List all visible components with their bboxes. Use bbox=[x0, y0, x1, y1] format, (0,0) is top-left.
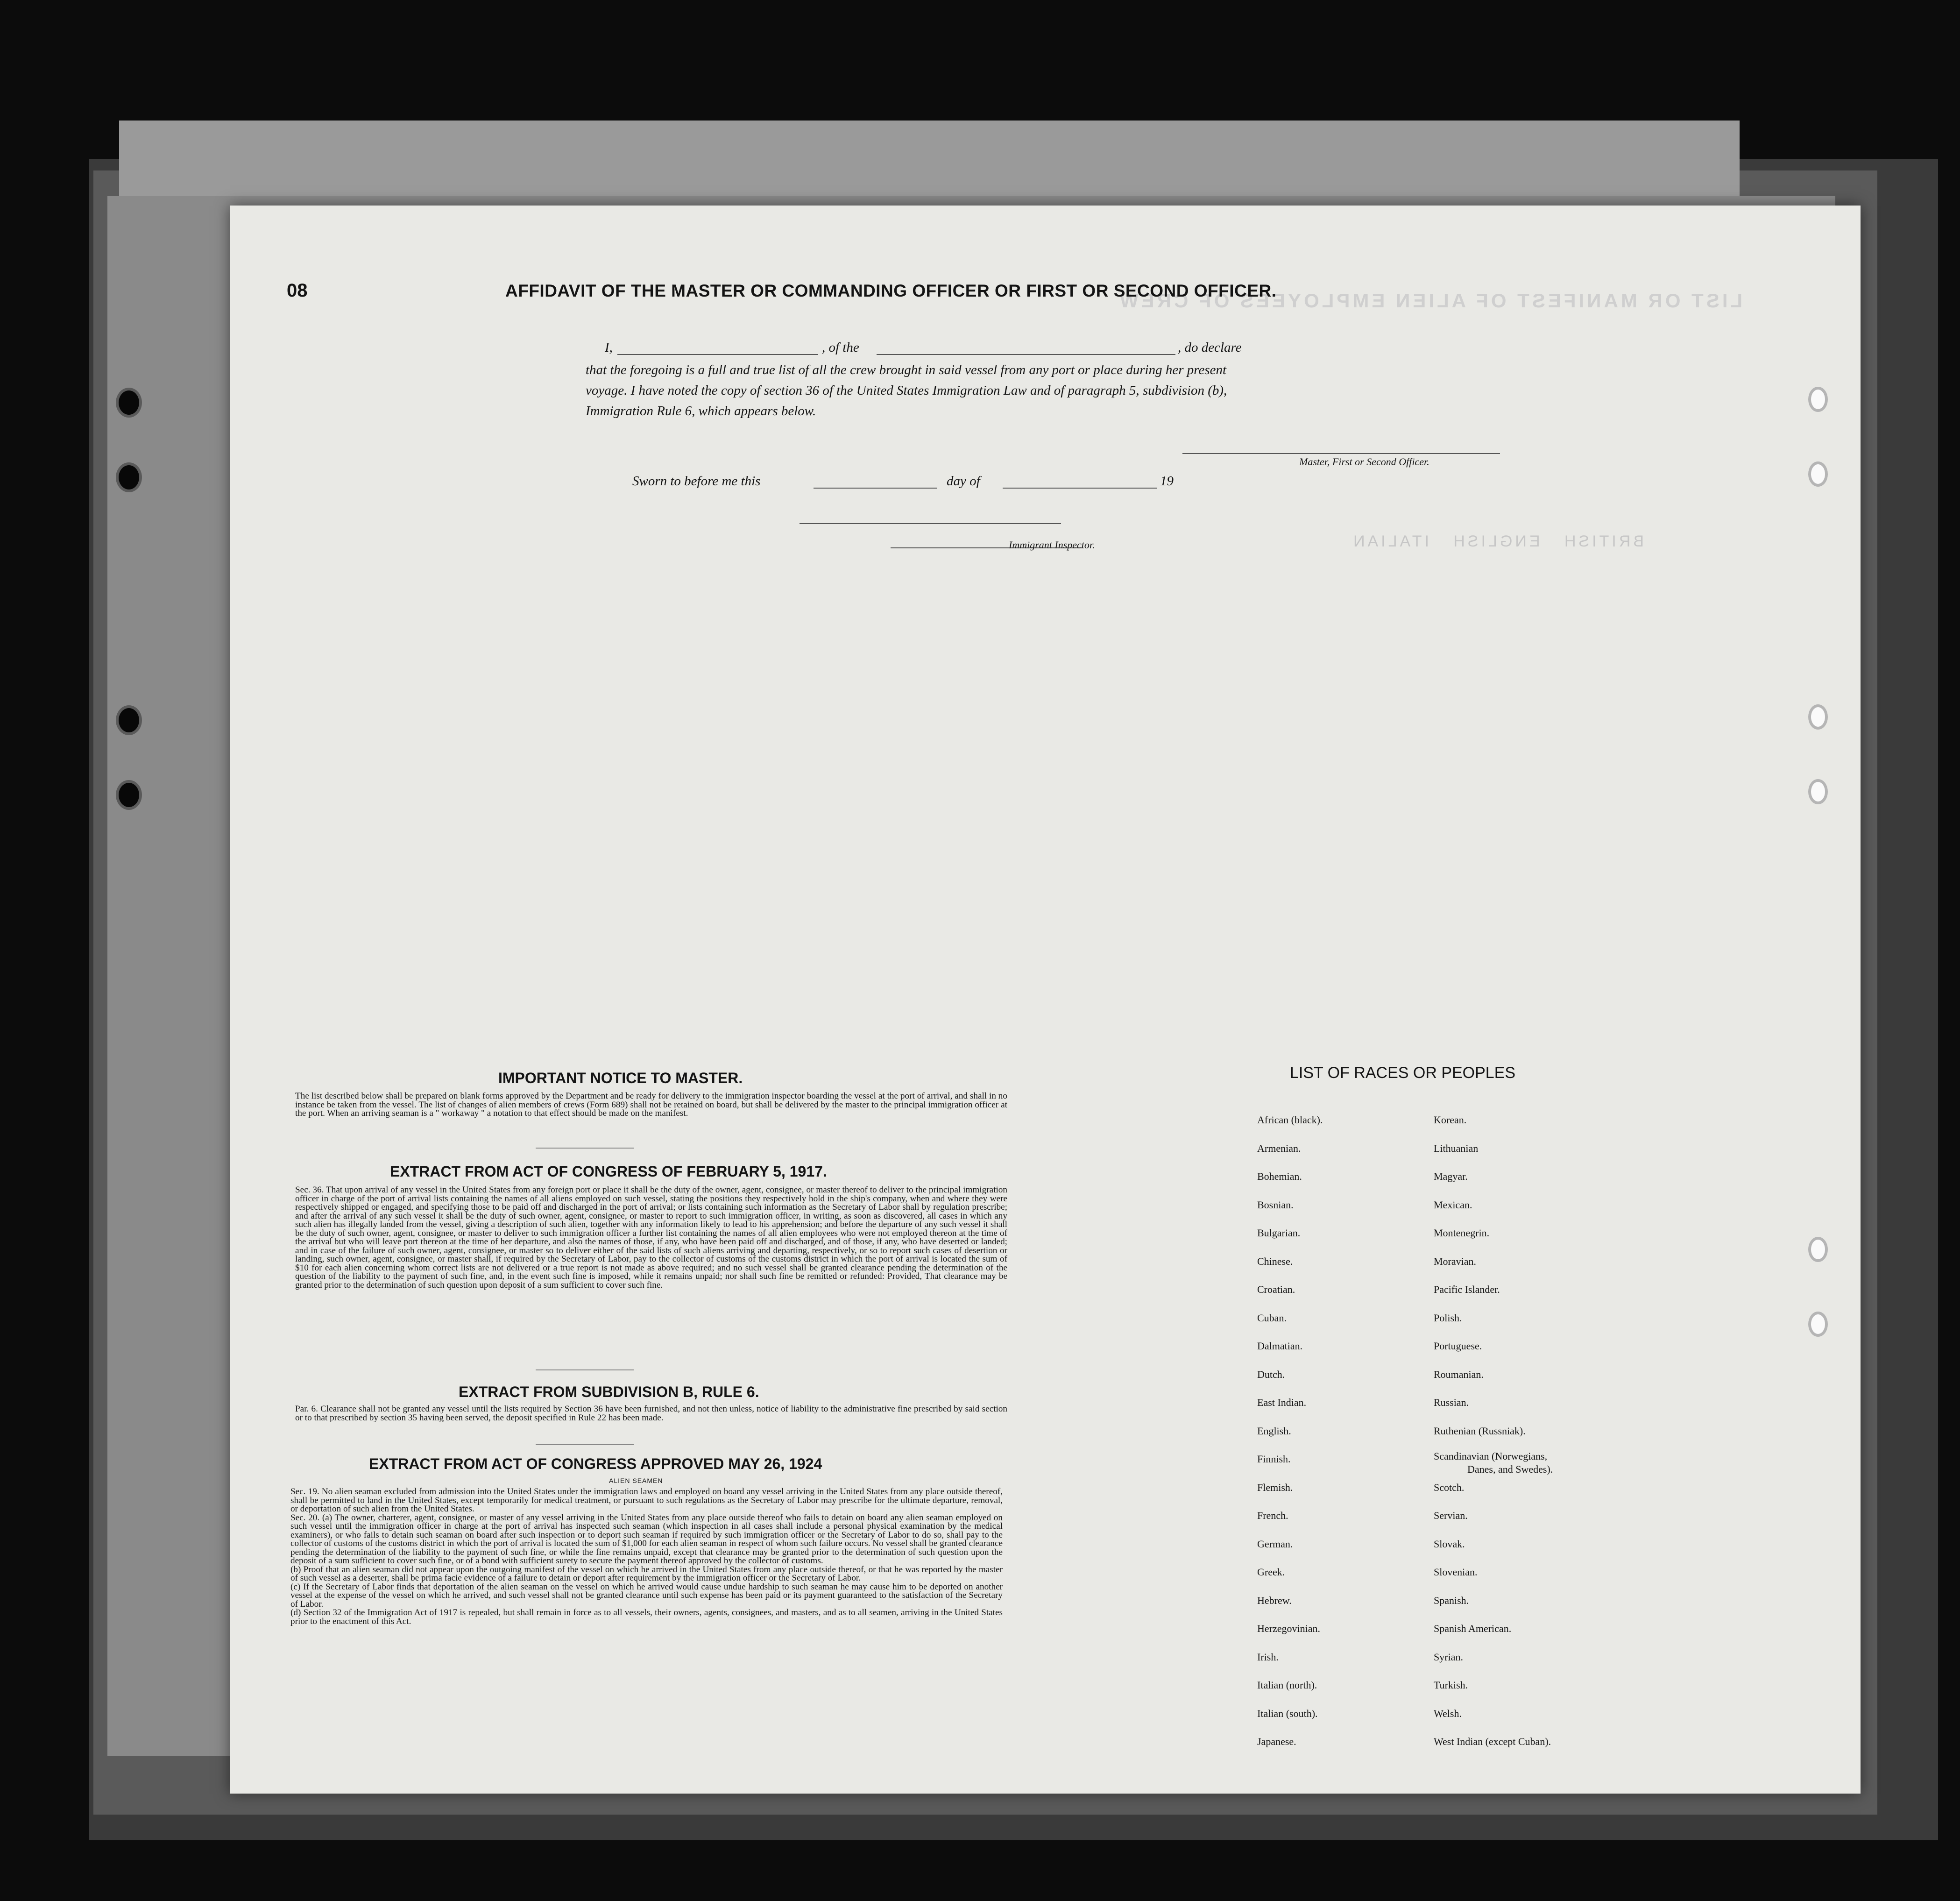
punch-hole bbox=[116, 388, 142, 418]
race-item: West Indian (except Cuban). bbox=[1434, 1736, 1551, 1747]
race-item: Spanish. bbox=[1434, 1594, 1469, 1606]
race-item: Slovenian. bbox=[1434, 1566, 1478, 1578]
affidavit-line-4: Immigration Rule 6, which appears below. bbox=[586, 404, 816, 419]
race-item: African (black). bbox=[1257, 1114, 1323, 1126]
declare-of-the: , of the bbox=[822, 340, 859, 355]
race-item: Portuguese. bbox=[1434, 1340, 1482, 1352]
extract-1917-body: Sec. 36. That upon arrival of any vessel in the United States from any foreign port or place it shall be the duty of the owner, agent, consignee, or master thereof to deliver to the principal immigration officer in charge of the port of arrival lists containing the names of all aliens employed on such vessel, stating the positions they respectively hold in the ship's company, when and where they were respectively shipped or engaged, and specifying those to be paid off and discharged in the port of arrival; or lists containing such information as the Secretary of Labor shall by regulation prescribe; and after the arrival of any such vessel it shall be the duty of such owner, agent, consignee, or master to report to such immigration officer, in writing, as soon as discovered, all cases in which any such alien has illegally landed from the vessel, giving a description of such alien, together with any information likely to lead to his apprehension; and before the departure of any such vessel it shall be the duty of such owner, agent, consignee, or master to deliver to such immigration officer a further list containing the names of all alien employees who were not employed thereon at the time of the arrival but who will leave port thereon at the time of her departure, and also the names of those, if any, who have been paid off and discharged, and of those, if any, who have deserted or landed; and in case of the failure of such owner, agent, consignee, or master so to deliver either of the said lists of such aliens arriving and departing, respectively, or so to report such cases of desertion or landing, such owner, agent, consignee, or master shall, if required by the Secretary of Labor, pay to the collector of customs of the customs district in which the port of arrival is located the sum of $10 for each alien concerning whom correct lists are not delivered or a true report is not made as above required; and no such vessel shall be granted clearance pending the determination of the question of the liability to the payment of such fine, and, in the event such fine is imposed, while it remains unpaid; nor shall such fine be remitted or refunded: Provided, That clearance may be granted prior to the determination of such question upon deposit of a sum sufficient to cover such fine. bbox=[295, 1185, 1007, 1290]
race-item: Welsh. bbox=[1434, 1707, 1462, 1719]
race-item-continuation: Danes, and Swedes). bbox=[1467, 1463, 1553, 1475]
signature-line bbox=[1182, 453, 1500, 454]
sec20c-paragraph: (c) If the Secretary of Labor finds that deportation of the alien seaman on the vessel on which he arrived would cause undue hardship to such seaman he may cause him to be deported on another vessel at the expense of the vessel on which he arrived, and such vessel shall not be granted clearance until such expense has been paid or its payment guaranteed to the satisfaction of the Secretary of Labor. bbox=[290, 1582, 1003, 1609]
extract-1924-subtitle: ALIEN SEAMEN bbox=[609, 1477, 663, 1484]
race-item: Turkish. bbox=[1434, 1679, 1468, 1691]
section-divider bbox=[536, 1369, 634, 1370]
notice-title: IMPORTANT NOTICE TO MASTER. bbox=[498, 1070, 743, 1086]
punch-hole-ring bbox=[1808, 1237, 1828, 1262]
declare-suffix: , do declare bbox=[1178, 340, 1242, 355]
race-item: Herzegovinian. bbox=[1257, 1623, 1320, 1634]
page-number: 08 bbox=[287, 280, 308, 301]
race-item: Italian (south). bbox=[1257, 1707, 1318, 1719]
notice-body: The list described below shall be prepared on blank forms approved by the Department and be ready for delivery to the immigration inspector boarding the vessel at the port of arrival, and shall in no instance be taken from the vessel. The list of changes of alien members of crews (Form 689) shall not be retained on board, but shall be delivered by the master to the principal immigration officer at the port. When an arriving seaman is a " workaway " a notation to that effect should be made on the manifest. bbox=[295, 1091, 1007, 1118]
race-item: Bohemian. bbox=[1257, 1170, 1302, 1182]
race-item: Dalmatian. bbox=[1257, 1340, 1303, 1352]
race-item: Montenegrin. bbox=[1434, 1227, 1490, 1239]
race-item: Bulgarian. bbox=[1257, 1227, 1301, 1239]
inspector-label: Immigrant Inspector. bbox=[1009, 539, 1095, 551]
race-item: German. bbox=[1257, 1538, 1293, 1550]
race-item: Japanese. bbox=[1257, 1736, 1296, 1747]
punch-hole bbox=[116, 462, 142, 492]
race-item: Magyar. bbox=[1434, 1170, 1468, 1182]
punch-hole-ring bbox=[1808, 387, 1828, 412]
sec19-paragraph: Sec. 19. No alien seaman excluded from admission into the United States under the immigration laws and employed on board any vessel arriving in the United States from any place outside thereof, shall be permitted to land in the United States, except temporarily for medical treatment, or pursuant to such regulations as the Secretary of Labor may prescribe for the ultimate departure, removal, or deportation of such alien from the United States. bbox=[290, 1487, 1003, 1514]
race-item: Scandinavian (Norwegians, bbox=[1434, 1450, 1548, 1462]
vessel-blank-line bbox=[877, 354, 1175, 355]
race-item: Scotch. bbox=[1434, 1481, 1465, 1493]
sworn-prefix: Sworn to before me this bbox=[632, 474, 761, 489]
extract-rule6-title: EXTRACT FROM SUBDIVISION B, RULE 6. bbox=[459, 1383, 759, 1400]
punch-hole-ring bbox=[1808, 461, 1828, 487]
sworn-day-blank bbox=[814, 488, 937, 489]
affidavit-title: AFFIDAVIT OF THE MASTER OR COMMANDING OFFICER OR FIRST OR SECOND OFFICER. bbox=[505, 281, 1277, 300]
race-item: Italian (north). bbox=[1257, 1679, 1317, 1691]
race-item: Korean. bbox=[1434, 1114, 1467, 1126]
race-item: Croatian. bbox=[1257, 1284, 1295, 1295]
sec20a-paragraph: Sec. 20. (a) The owner, charterer, agent, consignee, or master of any vessel arriving in the United States from any place outside thereof who fails to detain on board any alien seaman employed on such vessel until the immigration officer in charge at the port of arrival has inspected such seaman (which inspection in all cases shall include a personal physical examination by the medical examiners), or who fails to detain such seaman on board after such inspection or to deport such seaman if required by such immigration officer or the Secretary of Labor to do so, shall pay to the collector of customs of the customs district in which the port of arrival is located the sum of $1,000 for each alien seaman in respect of whom such failure occurs. No vessel shall be granted clearance pending the determination of the liability to the payment of such fine, or while the fine remains unpaid, except that clearance may be granted prior to the determination of such question upon the deposit of a sum sufficient to cover such fine, or of a bond with sufficient surety to secure the payment thereof approved by the collector of customs. bbox=[290, 1512, 1003, 1566]
race-item: Moravian. bbox=[1434, 1255, 1477, 1267]
race-item: Hebrew. bbox=[1257, 1594, 1292, 1606]
sworn-year: 19 bbox=[1160, 474, 1174, 489]
sworn-month-blank bbox=[1003, 488, 1157, 489]
race-item: Pacific Islander. bbox=[1434, 1284, 1500, 1295]
race-item: Slovak. bbox=[1434, 1538, 1465, 1550]
declare-prefix: I, bbox=[605, 340, 613, 355]
race-item: English. bbox=[1257, 1425, 1291, 1437]
race-item: Chinese. bbox=[1257, 1255, 1293, 1267]
punch-hole-ring bbox=[1808, 779, 1828, 804]
race-item: Spanish American. bbox=[1434, 1623, 1512, 1634]
race-item: Armenian. bbox=[1257, 1142, 1301, 1154]
race-item: Greek. bbox=[1257, 1566, 1285, 1578]
race-item: Russian. bbox=[1434, 1397, 1469, 1408]
race-item: Cuban. bbox=[1257, 1312, 1287, 1324]
bleed-through-text: LIST OR MANIFEST OF ALIEN EMPLOYEES OF CREW bbox=[1117, 290, 1743, 312]
race-item: Flemish. bbox=[1257, 1481, 1293, 1493]
race-item: Lithuanian bbox=[1434, 1142, 1479, 1154]
officer-signature-line bbox=[800, 523, 1061, 524]
sec20b-paragraph: (b) Proof that an alien seaman did not appear upon the outgoing manifest of the vessel on which he arrived in the United States from any place outside thereof, or that he was reported by the master of such vessel as a deserter, shall be prima facie evidence of a failure to detain or deport after requirement by the immigration officer or the Secretary of Labor. bbox=[290, 1564, 1003, 1583]
name-blank-line bbox=[617, 354, 818, 355]
races-title: LIST OF RACES OR PEOPLES bbox=[1290, 1064, 1516, 1082]
race-item: Polish. bbox=[1434, 1312, 1462, 1324]
race-item: Finnish. bbox=[1257, 1453, 1291, 1465]
race-item: Syrian. bbox=[1434, 1651, 1463, 1663]
punch-hole bbox=[116, 780, 142, 810]
race-item: Irish. bbox=[1257, 1651, 1279, 1663]
race-item: East Indian. bbox=[1257, 1397, 1307, 1408]
race-item: Servian. bbox=[1434, 1510, 1468, 1521]
punch-hole bbox=[116, 705, 142, 735]
race-item: Mexican. bbox=[1434, 1199, 1472, 1211]
race-item: Ruthenian (Russniak). bbox=[1434, 1425, 1526, 1437]
punch-hole-ring bbox=[1808, 704, 1828, 730]
race-item: Roumanian. bbox=[1434, 1368, 1484, 1380]
section-divider bbox=[536, 1148, 634, 1149]
sworn-day-of: day of bbox=[947, 474, 980, 489]
sec20d-paragraph: (d) Section 32 of the Immigration Act of 1917 is repealed, but shall remain in force as to all vessels, their owners, agents, consignees, and masters, and as to all seamen, arriving in the United States prior to the enactment of this Act. bbox=[290, 1608, 1003, 1626]
bleed-through-text: BRITISH ENGLISH ITALIAN bbox=[1351, 532, 1644, 550]
race-item: Bosnian. bbox=[1257, 1199, 1294, 1211]
signature-label: Master, First or Second Officer. bbox=[1299, 456, 1429, 468]
affidavit-page bbox=[230, 206, 1861, 1794]
race-item: Dutch. bbox=[1257, 1368, 1285, 1380]
extract-rule6-body: Par. 6. Clearance shall not be granted any vessel until the lists required by Section 36 have been furnished, and not then unless, notice of liability to the administrative fine prescribed by said section or to that prescribed by section 35 having been served, the deposit specified in Rule 22 has been made. bbox=[295, 1404, 1007, 1423]
extract-1924-title: EXTRACT FROM ACT OF CONGRESS APPROVED MAY 26, 1924 bbox=[369, 1455, 822, 1472]
punch-hole-ring bbox=[1808, 1312, 1828, 1337]
affidavit-line-2: that the foregoing is a full and true list of all the crew brought in said vessel from any port or place during her present bbox=[586, 362, 1227, 377]
affidavit-line-3: voyage. I have noted the copy of section 36 of the United States Immigration Law and of paragraph 5, subdivision (b), bbox=[586, 383, 1227, 398]
race-item: French. bbox=[1257, 1510, 1288, 1521]
section-divider bbox=[536, 1444, 634, 1445]
extract-1917-title: EXTRACT FROM ACT OF CONGRESS OF FEBRUARY 5, 1917. bbox=[390, 1163, 827, 1180]
